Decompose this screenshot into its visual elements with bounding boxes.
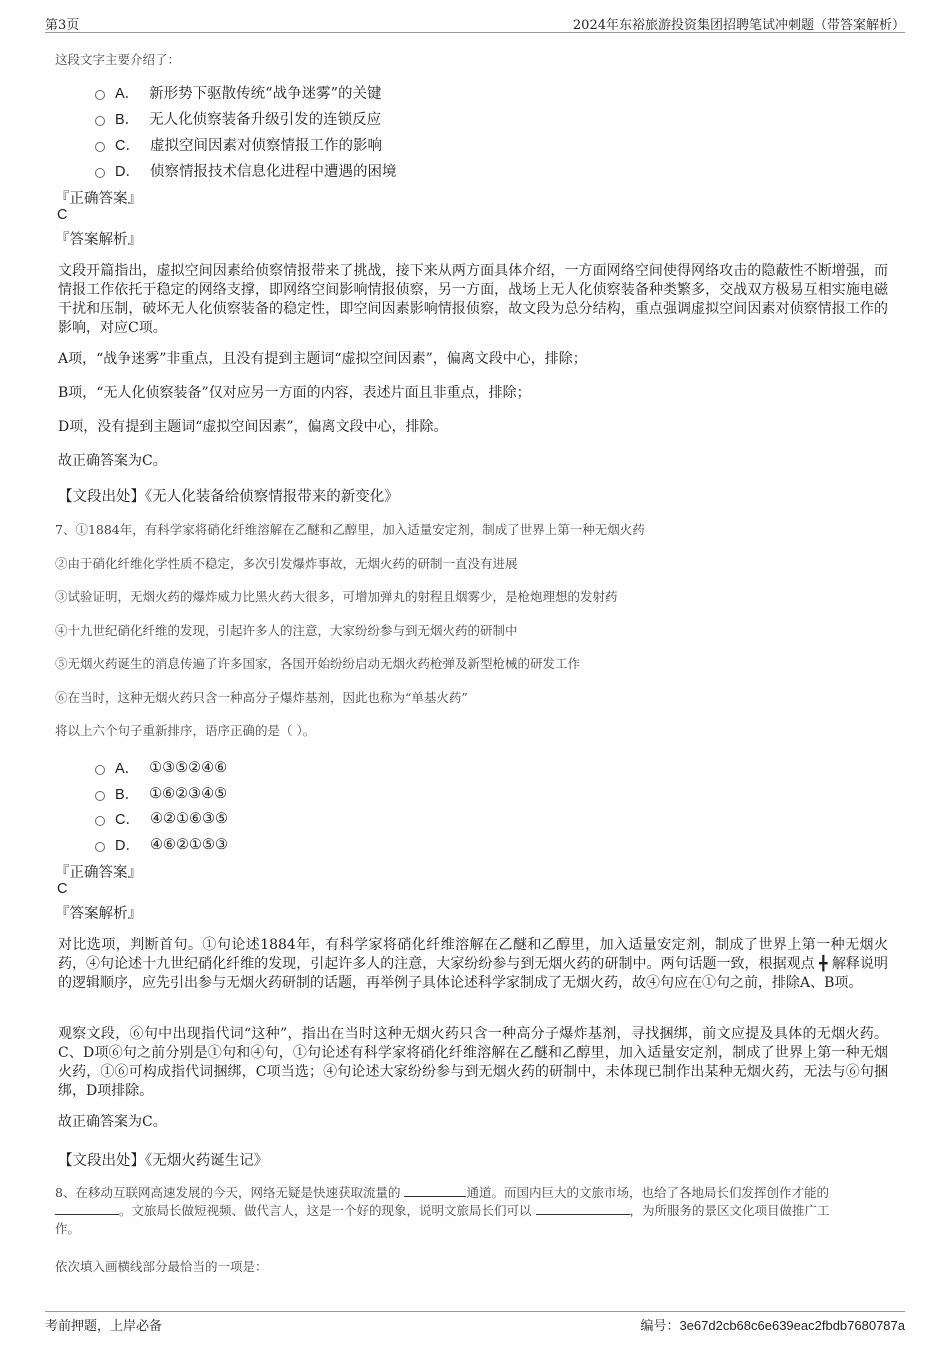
answer-label: 『正确答案』: [55, 191, 142, 207]
question-stem: 7、①1884年，有科学家将硝化纤维溶解在乙醚和乙醇里，加入适量安定剂，制成了世界上第一种无烟火药: [55, 522, 645, 537]
footer-slogan: 考前押题，上岸必备: [45, 1319, 163, 1334]
sentence-item: ⑥在当时，这种无烟火药只含一种高分子爆炸基剂，因此也称为“单基火药”: [55, 690, 468, 705]
question-stem: 8、在移动互联网高速发展的今天，网络无疑是快速获取流量的 通道。而国内巨大的文旅市场，也给了各地局长们发挥创作才能的 。文旅局长做短视频、做代言人，这是一个好的现象，说明文旅局长们可以 ，为所服务的景区文化项目做推广工 作。: [55, 1185, 830, 1236]
fill-blank-1[interactable]: [404, 1184, 466, 1197]
document-code: 编号：3e67d2cb68c6e639eac2fbdb7680787a: [640, 1318, 905, 1333]
page-number: 第3页: [45, 18, 80, 33]
radio-icon[interactable]: [95, 90, 105, 100]
option-c[interactable]: C． 虚拟空间因素对侦察情报工作的影响: [95, 134, 382, 155]
document-title: 2024年东裕旅游投资集团招聘笔试冲刺题（带答案解析）: [572, 18, 905, 33]
radio-icon[interactable]: [95, 168, 105, 178]
analysis-paragraph: 文段开篇指出，虚拟空间因素给侦察情报带来了挑战，接下来从两方面具体介绍，一方面网络空间使得网络攻击的隐蔽性不断增强，而情报工作依托于稳定的网络支撑，即网络空间影响情报侦察，另一方面，战场上无人化侦察装备种类繁多，交战双方极易互相实施电磁干扰和压制，破坏无人化侦察装备的稳定性，即空间因素影响情报侦察，故文段为总分结构，重点强调虚拟空间因素对侦察情报工作的影响，对应C项。: [58, 263, 888, 336]
sentence-item: ⑤无烟火药诞生的消息传遍了许多国家，各国开始纷纷启动无烟火药枪弹及新型枪械的研发工作: [55, 656, 581, 671]
analysis-conclusion: 故正确答案为C。: [58, 453, 167, 469]
option-b[interactable]: B． ①⑥②③④⑤: [95, 783, 227, 804]
question-stem: 这段文字主要介绍了：: [55, 52, 181, 67]
option-c[interactable]: C． ④②①⑥③⑤: [95, 808, 228, 829]
option-a[interactable]: A． ①③⑤②④⑥: [95, 757, 227, 778]
analysis-paragraph: 对比选项，判断首句。①句论述1884年，有科学家将硝化纤维溶解在乙醚和乙醇里，加入适量安定剂，制成了世界上第一种无烟火药，④句论述十九世纪硝化纤维的发现，引起许多人的注意，大家纷纷参与到无烟火药的研制中。两句话题一致，根据观点 ╋ 解释说明的逻辑顺序，应先引出参与无烟火药研制的话题，再举例子具体论述科学家制成了无烟火药，故④句应在①句之前，排除A、B项。: [58, 937, 888, 991]
radio-icon[interactable]: [95, 765, 105, 775]
analysis-paragraph: B项，“无人化侦察装备”仅对应另一方面的内容，表述片面且非重点，排除；: [58, 385, 531, 401]
page-footer: [45, 1311, 905, 1334]
radio-icon[interactable]: [95, 116, 105, 126]
question-prompt: 将以上六个句子重新排序，语序正确的是（ ）。: [55, 723, 316, 738]
radio-icon[interactable]: [95, 816, 105, 826]
fill-blank-2[interactable]: [55, 1202, 119, 1215]
sentence-item: ④十九世纪硝化纤维的发现，引起许多人的注意，大家纷纷参与到无烟火药的研制中: [55, 623, 518, 638]
answer-label: 『正确答案』: [55, 865, 142, 881]
analysis-label: 『答案解析』: [55, 232, 142, 248]
option-d[interactable]: D． 侦察情报技术信息化进程中遭遇的困境: [95, 160, 396, 181]
analysis-paragraph: D项，没有提到主题词“虚拟空间因素”，偏离文段中心，排除。: [58, 419, 448, 435]
answer-value: C: [57, 881, 68, 897]
analysis-label: 『答案解析』: [55, 906, 142, 922]
option-a[interactable]: A． 新形势下驱散传统“战争迷雾”的关键: [95, 82, 382, 103]
option-b[interactable]: B． 无人化侦察装备升级引发的连锁反应: [95, 108, 381, 129]
page-header: [45, 12, 905, 33]
option-d[interactable]: D． ④⑥②①⑤③: [95, 834, 228, 855]
radio-icon[interactable]: [95, 142, 105, 152]
radio-icon[interactable]: [95, 842, 105, 852]
fill-blank-3[interactable]: [536, 1202, 630, 1215]
source-citation: 【文段出处】《无烟火药诞生记》: [58, 1153, 269, 1169]
sentence-item: ③试验证明，无烟火药的爆炸威力比黑火药大很多，可增加弹丸的射程且烟雾少，是枪炮理想的发射药: [55, 589, 618, 604]
radio-icon[interactable]: [95, 791, 105, 801]
question-prompt: 依次填入画横线部分最恰当的一项是：: [55, 1259, 268, 1274]
answer-value: C: [57, 207, 68, 223]
sentence-item: ②由于硝化纤维化学性质不稳定，多次引发爆炸事故，无烟火药的研制一直没有进展: [55, 556, 518, 571]
source-citation: 【文段出处】《无人化装备给侦察情报带来的新变化》: [58, 489, 399, 505]
analysis-paragraph: A项，“战争迷雾”非重点，且没有提到主题词“虚拟空间因素”，偏离文段中心，排除；: [58, 351, 587, 367]
analysis-paragraph: 观察文段，⑥句中出现指代词“这种”，指出在当时这种无烟火药只含一种高分子爆炸基剂，寻找捆绑，前文应提及具体的无烟火药。C、D项⑥句之前分别是①句和④句，①句论述有科学家将硝化纤维溶解在乙醚和乙醇里，加入适量安定剂，制成了世界上第一种无烟火药，①⑥可构成指代词捆绑，C项当选；④句论述大家纷纷参与到无烟火药的研制中，未体现已制作出某种无烟火药，无法与⑥句捆绑，D项排除。: [58, 1026, 888, 1099]
analysis-conclusion: 故正确答案为C。: [58, 1114, 167, 1130]
